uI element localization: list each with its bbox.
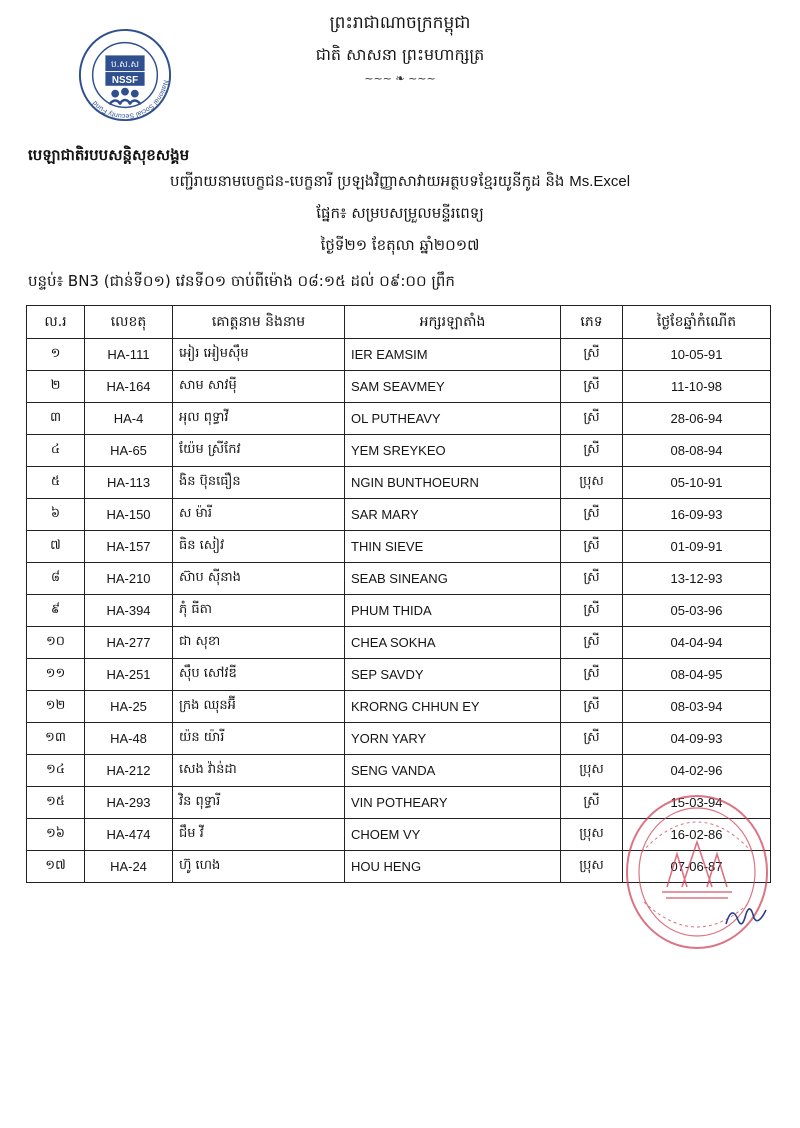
- ornament-divider: ~~~ ❧ ~~~: [364, 72, 436, 85]
- cell-no: ៤: [27, 435, 85, 467]
- logo-ring-text: National Social Security Fund: [91, 79, 169, 120]
- cell-khmer-name: ជឹម វី: [173, 819, 345, 851]
- cell-no: ១១: [27, 659, 85, 691]
- cell-sex: ប្រុស: [561, 467, 623, 499]
- signature: [722, 896, 772, 936]
- cell-birthdate: 08-08-94: [623, 435, 771, 467]
- cell-khmer-name: ងិន ប៊ុនធឿន: [173, 467, 345, 499]
- header-desk: លេខតុ: [85, 306, 173, 339]
- cell-khmer-name: យ៉ន យ៉ារី: [173, 723, 345, 755]
- cell-latin-name: OL PUTHEAVY: [345, 403, 561, 435]
- cell-desk: HA-277: [85, 627, 173, 659]
- table-row: [27, 339, 771, 371]
- table-row: [27, 627, 771, 659]
- cell-no: ១៧: [27, 851, 85, 883]
- table-row: [27, 403, 771, 435]
- table-row: [27, 499, 771, 531]
- cell-sex: ស្រី: [561, 499, 623, 531]
- cell-birthdate: 15-03-94: [623, 787, 771, 819]
- cell-birthdate: 04-04-94: [623, 627, 771, 659]
- cell-desk: HA-111: [85, 339, 173, 371]
- cell-desk: HA-150: [85, 499, 173, 531]
- cell-no: ១៦: [27, 819, 85, 851]
- cell-desk: HA-212: [85, 755, 173, 787]
- kingdom-heading: ព្រះរាជាណាចក្រកម្ពុជា: [329, 13, 471, 33]
- table-row: [27, 755, 771, 787]
- cell-no: ១៤: [27, 755, 85, 787]
- cell-no: ៩: [27, 595, 85, 627]
- header-latin-name: អក្សរឡាតាំង: [345, 306, 561, 339]
- national-motto: ជាតិ សាសនា ព្រះមហាក្សត្រ: [315, 45, 485, 64]
- cell-khmer-name: ធិន សៀវ: [173, 531, 345, 563]
- list-title-suffix: Ms.Excel: [569, 173, 631, 190]
- cell-sex: ស្រី: [561, 787, 623, 819]
- cell-latin-name: SAM SEAVMEY: [345, 371, 561, 403]
- cell-no: ៦: [27, 499, 85, 531]
- cell-khmer-name: ស៊ាប ស៊ីនាង: [173, 563, 345, 595]
- cell-desk: HA-48: [85, 723, 173, 755]
- cell-birthdate: 13-12-93: [623, 563, 771, 595]
- cell-sex: ស្រី: [561, 595, 623, 627]
- cell-desk: HA-113: [85, 467, 173, 499]
- cell-birthdate: 05-10-91: [623, 467, 771, 499]
- cell-birthdate: 08-03-94: [623, 691, 771, 723]
- cell-birthdate: 07-06-87: [623, 851, 771, 883]
- cell-birthdate: 08-04-95: [623, 659, 771, 691]
- cell-khmer-name: ជា សុខា: [173, 627, 345, 659]
- cell-desk: HA-4: [85, 403, 173, 435]
- table-row: [27, 595, 771, 627]
- cell-no: ២: [27, 371, 85, 403]
- table-row: [27, 371, 771, 403]
- exam-date: ថ្ងៃទី២១ ខែតុលា ឆ្នាំ២០១៧: [320, 236, 480, 254]
- cell-latin-name: NGIN BUNTHOEURN: [345, 467, 561, 499]
- cell-latin-name: SAR MARY: [345, 499, 561, 531]
- cell-no: ៥: [27, 467, 85, 499]
- cell-latin-name: IER EAMSIM: [345, 339, 561, 371]
- cell-latin-name: SEP SAVDY: [345, 659, 561, 691]
- cell-latin-name: VIN POTHEARY: [345, 787, 561, 819]
- cell-khmer-name: ហ៊ូ ហេង: [173, 851, 345, 883]
- cell-no: ១៣: [27, 723, 85, 755]
- header-no: ល.រ: [27, 306, 85, 339]
- department-line: ផ្នែក៖ សម្របសម្រួលមន្ទីរពេទ្យ: [316, 204, 484, 222]
- cell-desk: HA-65: [85, 435, 173, 467]
- cell-sex: ស្រី: [561, 723, 623, 755]
- cell-no: ១: [27, 339, 85, 371]
- cell-latin-name: YORN YARY: [345, 723, 561, 755]
- cell-khmer-name: អៀរ អៀមស៊ឹម: [173, 339, 345, 371]
- cell-khmer-name: អុល ពុទ្ធាវី: [173, 403, 345, 435]
- cell-birthdate: 04-02-96: [623, 755, 771, 787]
- cell-desk: HA-25: [85, 691, 173, 723]
- cell-sex: ស្រី: [561, 659, 623, 691]
- cell-birthdate: 01-09-91: [623, 531, 771, 563]
- list-title: [0, 172, 800, 194]
- cell-desk: HA-293: [85, 787, 173, 819]
- cell-birthdate: 10-05-91: [623, 339, 771, 371]
- organization-name: បេឡាជាតិរបបសន្តិសុខសង្គម: [28, 146, 190, 164]
- cell-birthdate: 28-06-94: [623, 403, 771, 435]
- cell-latin-name: SEAB SINEANG: [345, 563, 561, 595]
- cell-latin-name: YEM SREYKEO: [345, 435, 561, 467]
- cell-latin-name: SENG VANDA: [345, 755, 561, 787]
- table-row: [27, 723, 771, 755]
- nssf-logo: [76, 26, 174, 124]
- cell-desk: HA-164: [85, 371, 173, 403]
- logo-emblem-text: ប.ស.ស: [111, 60, 139, 71]
- header-khmer-name: គោត្តនាម និងនាម: [173, 306, 345, 339]
- table-row: [27, 467, 771, 499]
- cell-no: ១០: [27, 627, 85, 659]
- cell-khmer-name: សេង វ៉ាន់ដា: [173, 755, 345, 787]
- cell-sex: ស្រី: [561, 691, 623, 723]
- cell-khmer-name: វិន ពុទ្ធារី: [173, 787, 345, 819]
- session-info: បន្ទប់៖ BN3 (ជាន់ទី០១) វេនទី០១ ចាប់ពីម៉ោង ០៨:១៥ ដល់ ០៩:០០ ព្រឹក: [28, 272, 455, 290]
- cell-khmer-name: សាម សាវម៉ី: [173, 371, 345, 403]
- logo-abbr: NSSF: [111, 74, 139, 86]
- cell-birthdate: 11-10-98: [623, 371, 771, 403]
- header-birthdate: ថ្ងៃខែឆ្នាំកំណើត: [623, 306, 771, 339]
- cell-latin-name: KRORNG CHHUN EY: [345, 691, 561, 723]
- cell-birthdate: 04-09-93: [623, 723, 771, 755]
- table-header-row: [27, 306, 771, 339]
- cell-khmer-name: ស៊ឹប សៅវឌី: [173, 659, 345, 691]
- cell-desk: HA-251: [85, 659, 173, 691]
- cell-sex: ស្រី: [561, 339, 623, 371]
- header-sex: ភេទ: [561, 306, 623, 339]
- cell-no: ១៥: [27, 787, 85, 819]
- cell-latin-name: PHUM THIDA: [345, 595, 561, 627]
- table-row: [27, 691, 771, 723]
- cell-khmer-name: ស ម៉ារី: [173, 499, 345, 531]
- table-row: [27, 435, 771, 467]
- cell-sex: ស្រី: [561, 403, 623, 435]
- table-row: [27, 563, 771, 595]
- cell-birthdate: 16-09-93: [623, 499, 771, 531]
- cell-sex: ប្រុស: [561, 819, 623, 851]
- cell-no: ១២: [27, 691, 85, 723]
- cell-sex: ស្រី: [561, 563, 623, 595]
- cell-khmer-name: ភុំ ធីតា: [173, 595, 345, 627]
- cell-sex: ស្រី: [561, 435, 623, 467]
- cell-desk: HA-210: [85, 563, 173, 595]
- cell-sex: ស្រី: [561, 371, 623, 403]
- cell-desk: HA-157: [85, 531, 173, 563]
- list-title-text: បញ្ជីរាយនាមបេក្ខជន-បេក្ខនារី ប្រឡងវិញ្ញាសាវាយអត្ថបទខ្មែរយូនីកូដ និង: [169, 172, 565, 190]
- cell-latin-name: CHOEM VY: [345, 819, 561, 851]
- cell-khmer-name: ក្រង ឈុនអ៊ី: [173, 691, 345, 723]
- cell-sex: ស្រី: [561, 627, 623, 659]
- cell-desk: HA-474: [85, 819, 173, 851]
- cell-latin-name: HOU HENG: [345, 851, 561, 883]
- cell-birthdate: 05-03-96: [623, 595, 771, 627]
- cell-desk: HA-394: [85, 595, 173, 627]
- table-row: [27, 531, 771, 563]
- cell-birthdate: 16-02-86: [623, 819, 771, 851]
- cell-latin-name: THIN SIEVE: [345, 531, 561, 563]
- cell-desk: HA-24: [85, 851, 173, 883]
- cell-no: ៨: [27, 563, 85, 595]
- cell-khmer-name: យ៉ែម ស្រីកែវ: [173, 435, 345, 467]
- cell-sex: ប្រុស: [561, 755, 623, 787]
- cell-no: ៧: [27, 531, 85, 563]
- table-row: [27, 659, 771, 691]
- cell-sex: ស្រី: [561, 531, 623, 563]
- cell-latin-name: CHEA SOKHA: [345, 627, 561, 659]
- cell-sex: ប្រុស: [561, 851, 623, 883]
- cell-no: ៣: [27, 403, 85, 435]
